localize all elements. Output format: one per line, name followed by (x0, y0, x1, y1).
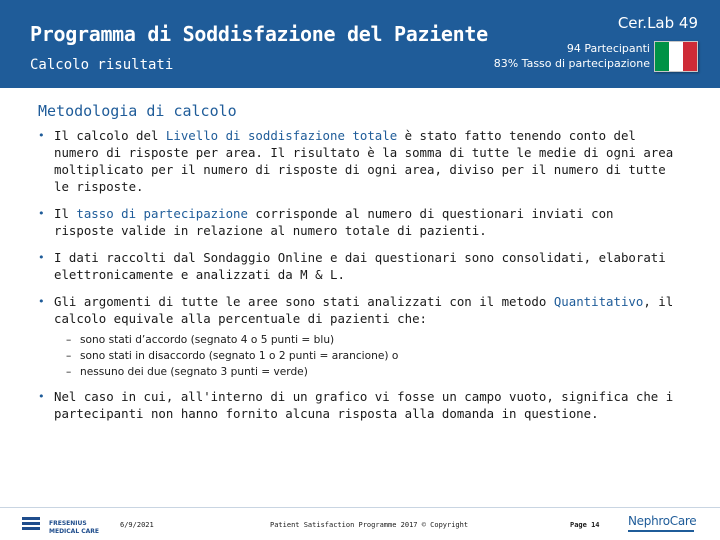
highlight-term: Livello di soddisfazione totale (165, 128, 398, 143)
participants-count: 94 Partecipanti (566, 42, 650, 55)
dash-icon: – (66, 350, 72, 362)
bullet-text: , il calcolo equivale alla percentuale di pazienti che: (54, 294, 674, 326)
sub-list-item (66, 364, 678, 380)
bullet-icon: • (38, 251, 45, 264)
flag-stripe-red (683, 42, 697, 71)
fresenius-mark-icon (22, 517, 40, 535)
section-title: Metodologia di calcolo (38, 102, 237, 120)
lab-label: Cer.Lab 49 (617, 14, 698, 32)
sub-list (38, 332, 678, 380)
bullet-text: è stato fatto tenendo conto del numero di risposte per area. Il risultato è la somma di tutte le medie di ogni area moltiplicato per il numero di risposte di ogni area, diviso per il numero di tutte le risposte. (54, 128, 674, 194)
page-number: Page 14 (570, 521, 600, 529)
sub-list-item (66, 332, 678, 348)
dash-icon: – (66, 334, 72, 346)
bullet-text: Il calcolo del (54, 128, 166, 143)
flag-stripe-white (669, 42, 683, 71)
logo-line1: FRESENIUS (49, 520, 87, 527)
bullet-text: corrisponde al numero di questionari inviati con risposte valide in relazione al numero totale di pazienti. (54, 206, 614, 238)
italy-flag-icon (654, 41, 698, 72)
logo-line2: MEDICAL CARE (49, 528, 100, 535)
bullet-icon: • (38, 129, 45, 142)
highlight-term: tasso di partecipazione (76, 206, 248, 221)
list-item (38, 388, 678, 422)
bullet-text: Il (54, 206, 77, 221)
sub-item-text: sono stati in disaccordo (segnato 1 o 2 punti = arancione) o (80, 350, 399, 362)
nephrocare-logo: NephroCare (628, 514, 697, 528)
list-item (38, 127, 678, 195)
highlight-term: Quantitativo (553, 294, 644, 309)
list-item (38, 293, 678, 327)
bullet-text: Nel caso in cui, all'interno di un grafico vi fosse un campo vuoto, significa che i partecipanti non hanno fornito alcuna risposta alla domanda in questione. (54, 389, 674, 421)
bullet-icon: • (38, 390, 45, 403)
bullet-text: Gli argomenti di tutte le aree sono stati analizzati con il metodo (54, 294, 554, 309)
list-item (38, 205, 678, 239)
list-item (38, 249, 678, 283)
bullet-text: I dati raccolti dal Sondaggio Online e dai questionari sono consolidati, elaborati elettronicamente e analizzati da M & L. (54, 250, 666, 282)
nephrocare-underline (628, 530, 694, 532)
footer-date: 6/9/2021 (120, 521, 154, 529)
methodology-list (38, 127, 678, 432)
bullet-icon: • (38, 207, 45, 220)
sub-list-item (66, 348, 678, 364)
sub-item-text: sono stati d’accordo (segnato 4 o 5 punti = blu) (80, 334, 335, 346)
dash-icon: – (66, 366, 72, 378)
flag-stripe-green (655, 42, 669, 71)
page-title: Programma di Soddisfazione del Paziente (30, 22, 488, 46)
header-bar (0, 0, 720, 88)
sub-item-text: nessuno dei due (segnato 3 punti = verde) (80, 366, 308, 378)
page-subtitle: Calcolo risultati (30, 57, 174, 73)
bullet-icon: • (38, 295, 45, 308)
participation-rate: 83% Tasso di partecipazione (493, 57, 650, 70)
footer (0, 508, 720, 540)
footer-copyright: Patient Satisfaction Programme 2017 © Copyright (270, 521, 469, 529)
fresenius-logo (22, 517, 107, 537)
